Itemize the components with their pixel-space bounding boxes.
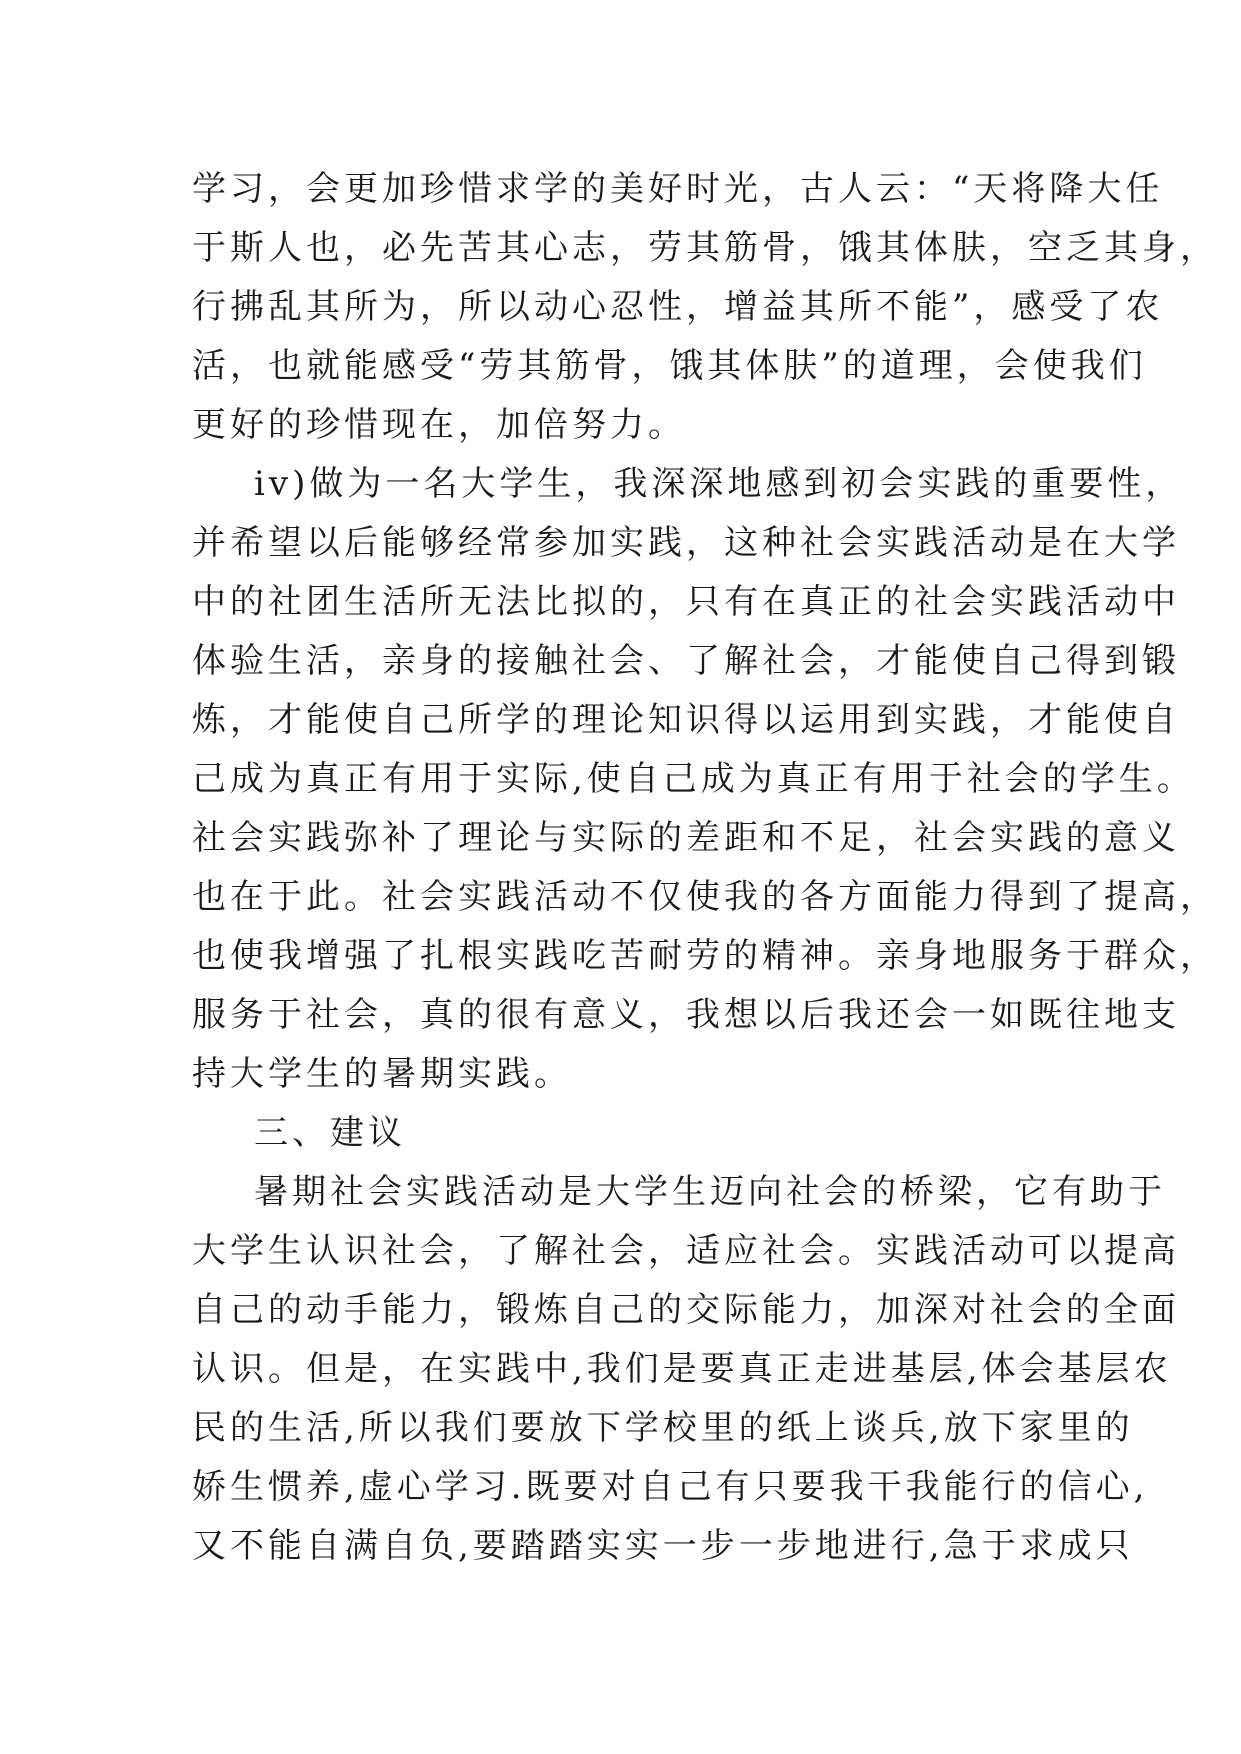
text-line: 中的社团生活所无法比拟的，只有在真正的社会实践活动中 [192,582,1180,622]
text-line: 持大学生的暑期实践。 [192,1054,572,1094]
text-line: 于斯人也，必先苦其心志，劳其筋骨，饿其体肤，空乏其身， [192,228,1218,268]
text-line: 大学生认识社会，了解社会，适应社会。实践活动可以提高 [192,1231,1180,1271]
text-line: 认识。但是，在实践中,我们是要真正走进基层,体会基层农 [192,1349,1172,1389]
text-line: 也在于此。社会实践活动不仅使我的各方面能力得到了提高， [192,877,1218,917]
text-line: 民的生活,所以我们要放下学校里的纸上谈兵,放下家里的 [192,1408,1134,1448]
text-line: 并希望以后能够经常参加实践，这种社会实践活动是在大学 [192,523,1180,563]
text-line: 活，也就能感受“劳其筋骨，饿其体肤”的道理，会使我们 [192,346,1147,386]
text-line: 也使我增强了扎根实践吃苦耐劳的精神。亲身地服务于群众， [192,936,1218,976]
text-line: 行拂乱其所为，所以动心忍性，增益其所不能”，感受了农 [192,287,1164,327]
text-line: 社会实践弥补了理论与实际的差距和不足，社会实践的意义 [192,818,1180,858]
text-line: 更好的珍惜现在，加倍努力。 [192,405,686,445]
paragraph-first-line: 暑期社会实践活动是大学生迈向社会的桥梁，它有助于 [254,1172,1166,1212]
text-line: 服务于社会，真的很有意义，我想以后我还会一如既往地支 [192,995,1180,1035]
document-body [192,160,1218,1576]
text-line: 体验生活，亲身的接触社会、了解社会，才能使自己得到锻 [192,641,1180,681]
text-line: 己成为真正有用于实际,使自己成为真正有用于社会的学生。 [192,759,1195,799]
text-line: 娇生惯养,虚心学习.既要对自己有只要我干我能行的信心, [192,1467,1149,1507]
text-line: 自己的动手能力，锻炼自己的交际能力，加深对社会的全面 [192,1290,1180,1330]
text-line: 炼，才能使自己所学的理论知识得以运用到实践，才能使自 [192,700,1180,740]
paragraph-first-line: iv)做为一名大学生，我深深地感到初会实践的重要性， [254,464,1184,504]
text-line: 学习，会更加珍惜求学的美好时光，古人云：“天将降大任 [192,169,1164,209]
section-heading: 三、建议 [254,1113,406,1153]
text-line: 又不能自满自负,要踏踏实实一步一步地进行,急于求成只 [192,1526,1134,1566]
